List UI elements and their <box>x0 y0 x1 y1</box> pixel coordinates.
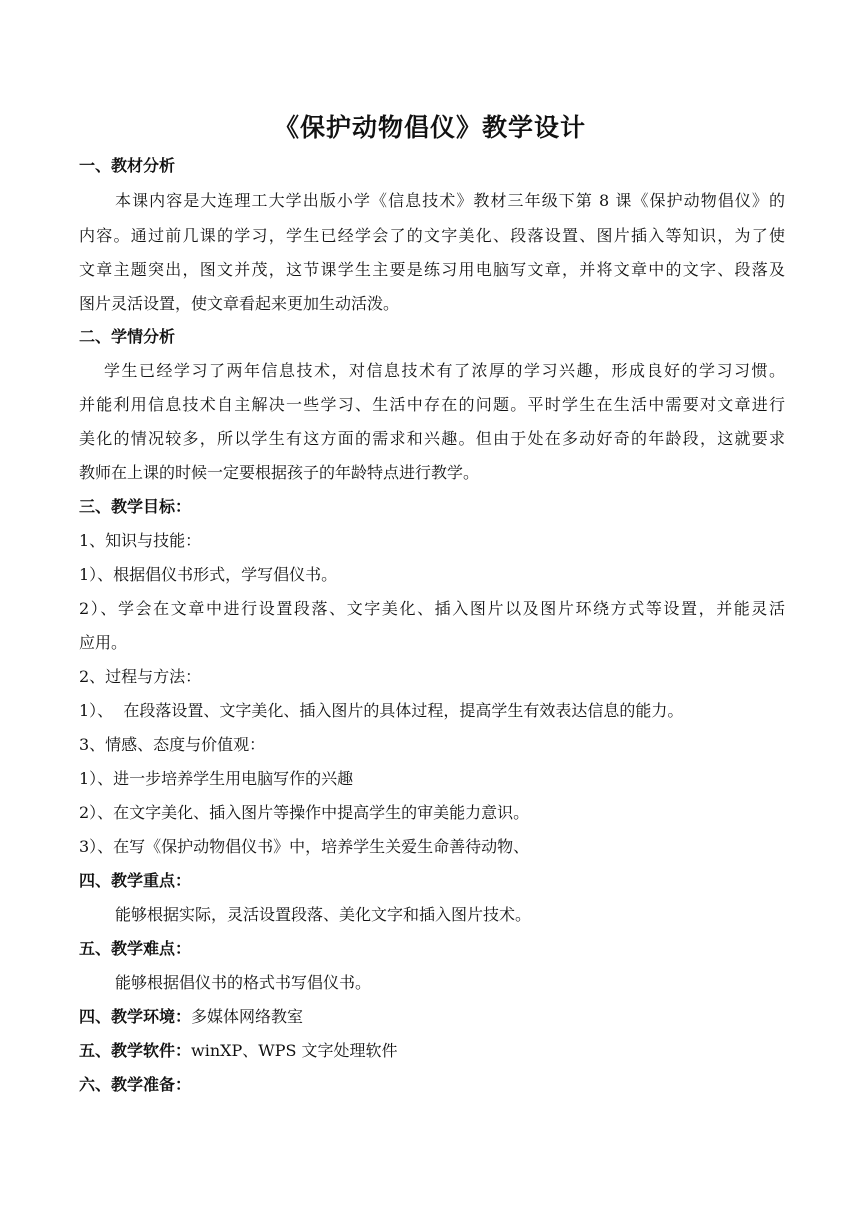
section-heading-material-analysis: 一、教材分析 <box>79 156 176 175</box>
list-item-continuation: 应用。 <box>79 633 128 652</box>
subheading-process-methods: 2、过程与方法： <box>79 667 202 686</box>
list-item: 1）、进一步培养学生用电脑写作的兴趣 <box>79 769 354 788</box>
list-item: 2）、在文字美化、插入图片等操作中提高学生的审美能力意识。 <box>79 803 530 822</box>
paragraph-line: 内容。通过前几课的学习，学生已经学会了的文字美化、段落设置、图片插入等知识，为了使 <box>79 226 785 245</box>
teaching-environment-value: 多媒体网络教室 <box>191 1007 304 1026</box>
section-heading-key-points: 四、教学重点： <box>79 871 192 890</box>
teaching-software-row <box>79 1039 785 1063</box>
list-item: 3）、在写《保护动物倡仪书》中，培养学生关爱生命善待动物、 <box>79 837 530 856</box>
section-heading-teaching-software: 五、教学软件： <box>79 1041 192 1060</box>
subheading-knowledge-skills: 1、知识与技能： <box>79 531 202 550</box>
paragraph-line: 美化的情况较多，所以学生有这方面的需求和兴趣。但由于处在多动好奇的年龄段，这就要求 <box>79 429 785 448</box>
section-heading-difficult-points: 五、教学难点： <box>79 939 192 958</box>
paragraph-line: 能够根据倡仪书的格式书写倡仪书。 <box>115 973 372 992</box>
paragraph-line: 能够根据实际，灵活设置段落、美化文字和插入图片技术。 <box>115 905 532 924</box>
teaching-software-value: winXP、WPS 文字处理软件 <box>191 1041 398 1060</box>
paragraph-line: 并能利用信息技术自主解决一些学习、生活中存在的问题。平时学生在生活中需要对文章进行 <box>79 395 785 414</box>
teaching-environment-row <box>79 1005 785 1029</box>
list-item: 1）、 在段落设置、文字美化、插入图片的具体过程，提高学生有效表达信息的能力。 <box>79 701 684 720</box>
paragraph-line: 学生已经学习了两年信息技术，对信息技术有了浓厚的学习兴趣，形成良好的学习习惯。 <box>104 361 785 380</box>
section-heading-teaching-preparation: 六、教学准备： <box>79 1075 192 1094</box>
list-item: 1）、根据倡仪书形式，学写倡仪书。 <box>79 565 338 584</box>
section-heading-teaching-environment: 四、教学环境： <box>79 1007 192 1026</box>
section-heading-student-analysis: 二、学情分析 <box>79 327 176 346</box>
paragraph-line: 图片灵活设置，使文章看起来更加生动活泼。 <box>79 294 400 313</box>
paragraph-line: 本课内容是大连理工大学出版小学《信息技术》教材三年级下第 8 课《保护动物倡仪》的 <box>115 191 785 210</box>
paragraph-line: 文章主题突出，图文并茂，这节课学生主要是练习用电脑写文章，并将文章中的文字、段落及 <box>79 260 785 279</box>
subheading-emotion-attitude-values: 3、情感、态度与价值观： <box>79 735 266 754</box>
document-title: 《保护动物倡仪》教学设计 <box>273 113 586 142</box>
list-item: 2）、学会在文章中进行设置段落、文字美化、插入图片以及图片环绕方式等设置，并能灵活 <box>79 599 785 618</box>
section-heading-teaching-goals: 三、教学目标： <box>79 497 192 516</box>
paragraph-line: 教师在上课的时候一定要根据孩子的年龄特点进行教学。 <box>79 463 480 482</box>
